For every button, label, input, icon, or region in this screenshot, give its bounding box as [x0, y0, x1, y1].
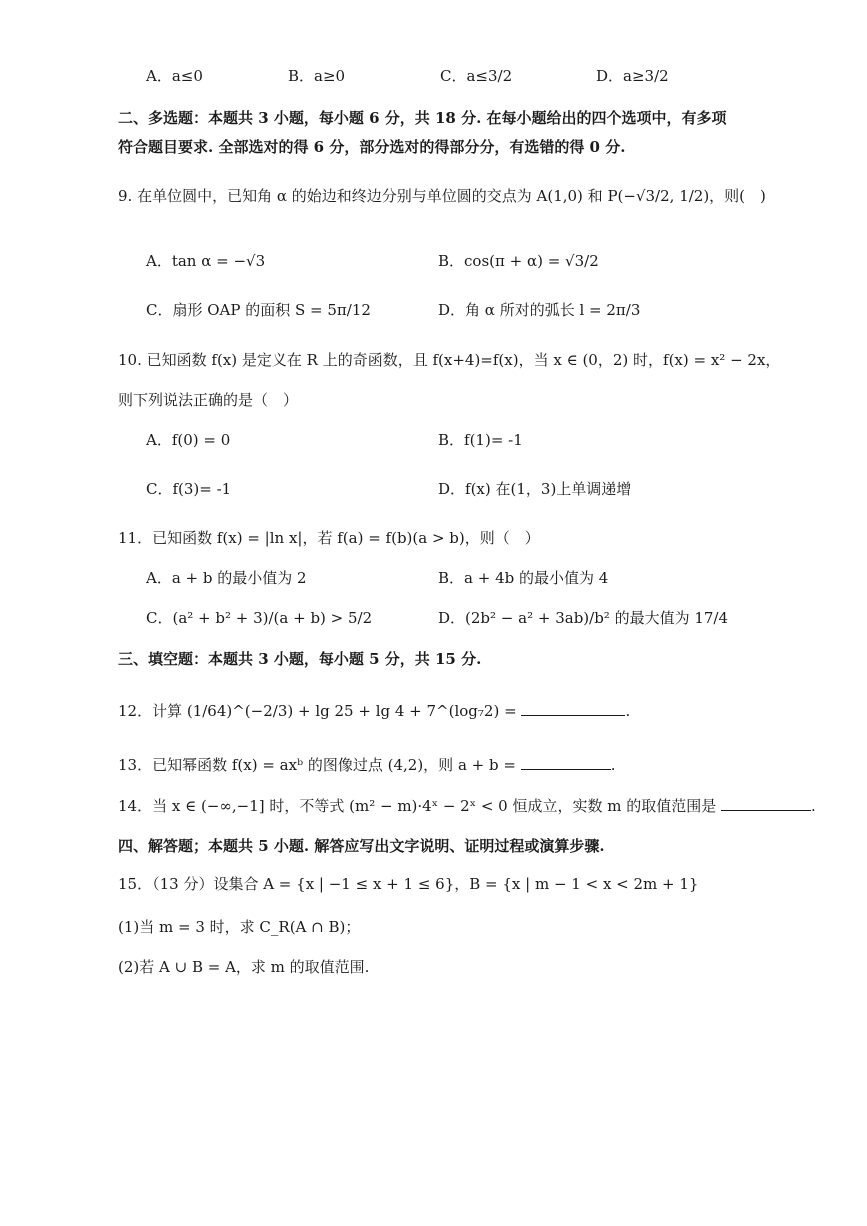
q13-answer-blank[interactable] — [521, 755, 611, 770]
q8-option-d: D．a≥3/2 — [596, 67, 669, 85]
q13-end: . — [610, 756, 616, 774]
q9-option-c: C．扇形 OAP 的面积 S = 5π/12 — [146, 301, 371, 319]
q14-stem: 14．当 x ∈ (−∞,−1] 时，不等式 (m² − m)·4ˣ − 2ˣ < 0 恒成立，实数 m 的取值范围是 — [118, 797, 717, 815]
q8-option-c: C．a≤3/2 — [440, 67, 513, 85]
q10-option-b: B．f(1)= -1 — [438, 431, 523, 449]
q10-options-row1 — [0, 430, 867, 454]
q15-stem: 15．（13 分）设集合 A = {x | −1 ≤ x + 1 ≤ 6}，B = {x | m − 1 < x < 2m + 1} — [118, 875, 699, 893]
section2-header-line2: 符合题目要求. 全部选对的得 6 分，部分选对的得部分分，有选错的得 0 分. — [118, 138, 626, 156]
q8-options — [0, 66, 867, 90]
q13-stem: 13．已知幂函数 f(x) = axᵇ 的图像过点 (4,2)，则 a + b = — [118, 756, 516, 774]
q14-answer-blank[interactable] — [721, 796, 811, 811]
q10-option-d: D．f(x) 在(1，3)上单调递增 — [438, 480, 632, 498]
q15-part2-row — [0, 957, 867, 981]
q10-option-c: C．f(3)= -1 — [146, 480, 232, 498]
q9-option-a: A．tan α = −√3 — [146, 252, 266, 270]
q9-stem: 9. 在单位圆中，已知角 α 的始边和终边分别与单位圆的交点为 A(1,0) 和 P(−√3/2, 1/2)，则( ) — [118, 187, 766, 205]
section3-header-text: 三、填空题：本题共 3 小题，每小题 5 分，共 15 分. — [118, 650, 482, 668]
q9 — [0, 186, 867, 210]
q12-stem-row — [118, 701, 630, 721]
q11 — [0, 528, 867, 552]
q15-part1: (1)当 m = 3 时，求 C_R(A ∩ B)； — [118, 918, 361, 936]
q8-option-b: B．a≥0 — [288, 67, 346, 85]
q10 — [0, 350, 867, 374]
q11-option-d: D．(2b² − a² + 3ab)/b² 的最大值为 17/4 — [438, 609, 729, 627]
q11-stem: 11．已知函数 f(x) = |ln x|，若 f(a) = f(b)(a > b)，则（ ） — [118, 529, 540, 547]
q11-option-c: C．(a² + b² + 3)/(a + b) > 5/2 — [146, 609, 373, 627]
section4-header-text: 四、解答题；本题共 5 小题. 解答应写出文字说明、证明过程或演算步骤. — [118, 837, 605, 855]
q10-options-row2 — [0, 479, 867, 503]
q9-options-row1 — [0, 251, 867, 275]
q11-option-b: B．a + 4b 的最小值为 4 — [438, 569, 609, 587]
q10-stem-cont — [0, 390, 867, 414]
q12-stem: 12．计算 (1/64)^(−2/3) + lg 25 + lg 4 + 7^(log₇2) = — [118, 702, 517, 720]
q15-part1-row — [0, 917, 867, 941]
q15-part2: (2)若 A ∪ B = A，求 m 的取值范围. — [118, 958, 370, 976]
section3-header — [0, 649, 867, 671]
q11-options-row1 — [0, 568, 867, 592]
q11-option-a: A．a + b 的最小值为 2 — [146, 569, 307, 587]
q8-option-a: A．a≤0 — [146, 67, 203, 85]
q15 — [0, 874, 867, 898]
section2-header-cont — [0, 137, 867, 159]
q14-stem-row — [118, 796, 816, 816]
q13-stem-row — [118, 755, 616, 775]
q11-options-row2 — [0, 608, 867, 632]
q10-stem-line1: 10. 已知函数 f(x) 是定义在 R 上的奇函数，且 f(x+4)=f(x)，当 x ∈ (0，2) 时，f(x) = x² − 2x， — [118, 351, 781, 369]
q12 — [0, 701, 867, 725]
q12-end: . — [625, 702, 631, 720]
q9-options-row2 — [0, 300, 867, 324]
section2-header-line1: 二、多选题：本题共 3 小题，每小题 6 分，共 18 分. 在每小题给出的四个选项中，有多项 — [118, 109, 727, 127]
q14 — [0, 796, 867, 820]
q13 — [0, 755, 867, 779]
section4-header — [0, 836, 867, 858]
q10-option-a: A．f(0) = 0 — [146, 431, 231, 449]
q9-option-d: D．角 α 所对的弧长 l = 2π/3 — [438, 301, 641, 319]
q14-end: . — [811, 797, 816, 815]
q12-answer-blank[interactable] — [521, 701, 625, 716]
section2-header — [0, 108, 867, 130]
q9-option-b: B．cos(π + α) = √3/2 — [438, 252, 599, 270]
q10-stem-line2: 则下列说法正确的是（ ） — [118, 391, 299, 409]
